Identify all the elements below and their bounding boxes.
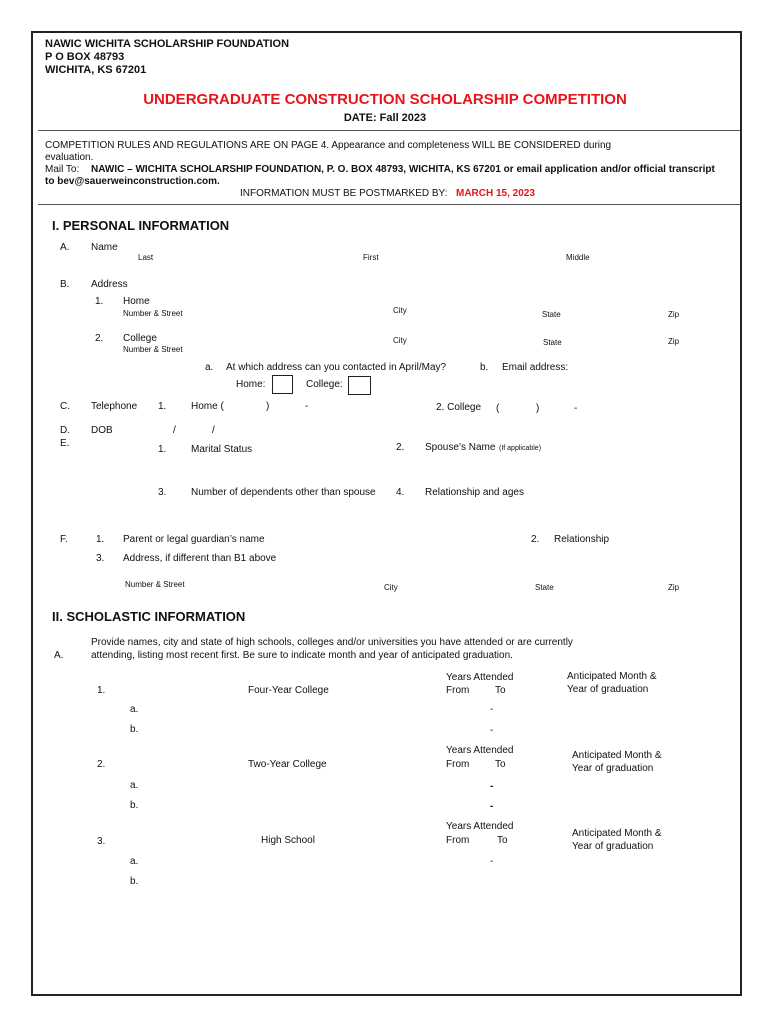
guardian-state-caption: State	[535, 583, 554, 592]
email-letter: b.	[480, 362, 489, 373]
home-city-caption: City	[393, 306, 407, 315]
item-b-letter: B.	[60, 279, 70, 290]
marital-label: Marital Status	[191, 444, 253, 455]
school-2a-name-field[interactable]	[145, 778, 435, 792]
school-2-type: Two-Year College	[248, 759, 327, 770]
college-address-field[interactable]	[165, 331, 720, 345]
guardian-relationship-field[interactable]	[612, 532, 720, 546]
college-phone-paren-close: )	[536, 403, 540, 414]
anticipated-label-2b: Year of graduation	[572, 763, 654, 774]
school-3b-name-field[interactable]	[145, 874, 435, 888]
from-label-1: From	[446, 685, 470, 696]
item-c-letter: C.	[60, 401, 70, 412]
school-3a-name-field[interactable]	[145, 854, 435, 868]
to-label-2: To	[495, 759, 506, 770]
dob-label: DOB	[91, 425, 113, 436]
college-phone-label: 2. College	[436, 402, 482, 413]
form-date: DATE: Fall 2023	[343, 112, 427, 124]
school-1-type: Four-Year College	[248, 685, 329, 696]
personal-info-heading: I. PERSONAL INFORMATION	[52, 218, 230, 233]
email-field[interactable]	[572, 360, 722, 374]
home-address-label: Home	[123, 296, 150, 307]
name-label: Name	[91, 242, 118, 253]
college-phone-dash: -	[574, 403, 578, 414]
relationship-ages-num: 4.	[396, 487, 405, 498]
college-choice-checkbox[interactable]	[348, 376, 371, 395]
school-1a-name-field[interactable]	[145, 702, 435, 716]
school-1b-dash: -	[490, 725, 494, 736]
address-label: Address	[91, 279, 128, 290]
home-phone-num: 1.	[158, 401, 167, 412]
years-attended-label-1: Years Attended	[446, 672, 514, 683]
scholastic-instructions-1: Provide names, city and state of high schools, colleges and/or universities you have attended or are currently	[91, 637, 573, 648]
guardian-address-label: Address, if different than B1 above	[123, 553, 277, 564]
dependents-label: Number of dependents other than spouse	[191, 487, 376, 498]
dependents-num: 3.	[158, 487, 167, 498]
postmark-date: MARCH 15, 2023	[456, 188, 535, 199]
item-e-letter: E.	[60, 438, 70, 449]
college-street-caption: Number & Street	[123, 345, 183, 354]
relationship-ages-field[interactable]	[530, 485, 720, 499]
marital-num: 1.	[158, 444, 167, 455]
college-state-caption: State	[543, 338, 562, 347]
org-name: NAWIC WICHITA SCHOLARSHIP FOUNDATION	[45, 38, 290, 50]
school-2a-dash: -	[490, 781, 494, 792]
home-phone-field[interactable]	[232, 399, 382, 413]
spouse-label: Spouse’s Name	[425, 442, 496, 453]
from-label-3: From	[446, 835, 470, 846]
scholastic-info-heading: II. SCHOLASTIC INFORMATION	[52, 609, 246, 624]
school-1b-name-field[interactable]	[145, 722, 435, 736]
notice-divider	[38, 204, 740, 205]
school-2a-letter: a.	[130, 780, 139, 791]
college-choice-label: College:	[306, 379, 343, 390]
dob-slash-2: /	[212, 425, 215, 436]
rules-text-1: COMPETITION RULES AND REGULATIONS ARE ON PAGE 4. Appearance and completeness WILL BE CONSIDERED during	[45, 140, 612, 151]
anticipated-label-2a: Anticipated Month &	[572, 750, 662, 761]
home-phone-label: Home (	[191, 401, 224, 412]
email-label: Email address:	[502, 362, 569, 373]
school-3a-dash: -	[490, 856, 494, 867]
from-label-2: From	[446, 759, 470, 770]
home-zip-caption: Zip	[668, 310, 680, 319]
guardian-label: Parent or legal guardian’s name	[123, 534, 265, 545]
college-address-label: College	[123, 333, 157, 344]
org-city: WICHITA, KS 67201	[45, 64, 147, 76]
name-field[interactable]	[120, 240, 720, 254]
anticipated-label-3a: Anticipated Month &	[572, 828, 662, 839]
school-2b-letter: b.	[130, 800, 139, 811]
school-1-num: 1.	[97, 685, 106, 696]
form-title: UNDERGRADUATE CONSTRUCTION SCHOLARSHIP COMPETITION	[143, 91, 627, 108]
spouse-num: 2.	[396, 442, 405, 453]
school-3b-letter: b.	[130, 876, 139, 887]
guardian-name-field[interactable]	[270, 532, 520, 546]
home-choice-checkbox[interactable]	[272, 375, 293, 394]
school-1b-letter: b.	[130, 724, 139, 735]
postmark-label: INFORMATION MUST BE POSTMARKED BY:	[240, 188, 448, 199]
college-zip-caption: Zip	[668, 337, 680, 346]
guardian-relationship-label: Relationship	[554, 534, 610, 545]
school-2b-dash: -	[490, 801, 494, 812]
guardian-city-caption: City	[384, 583, 398, 592]
anticipated-label-3b: Year of graduation	[572, 841, 654, 852]
school-1a-letter: a.	[130, 704, 139, 715]
spouse-name-field[interactable]	[550, 442, 720, 456]
contact-question: At which address can you contacted in April/May?	[226, 362, 447, 373]
scholastic-a-letter: A.	[54, 650, 64, 661]
to-label-1: To	[495, 685, 506, 696]
mail-to-label: Mail To:	[45, 164, 80, 175]
college-address-num: 2.	[95, 333, 104, 344]
middle-name-caption: Middle	[566, 253, 590, 262]
marital-status-field[interactable]	[260, 442, 380, 456]
scholastic-instructions-2: attending, listing most recent first. Be sure to indicate month and year of anticipated graduation.	[91, 650, 513, 661]
spouse-note: (If applicable)	[499, 445, 542, 452]
school-2-num: 2.	[97, 759, 106, 770]
home-address-num: 1.	[95, 296, 104, 307]
item-a-letter: A.	[60, 242, 70, 253]
school-1a-dash: -	[490, 704, 494, 715]
relationship-ages-label: Relationship and ages	[425, 487, 524, 498]
guardian-relationship-num: 2.	[531, 534, 540, 545]
years-attended-label-2: Years Attended	[446, 745, 514, 756]
last-name-caption: Last	[138, 253, 154, 262]
mail-to-address: NAWIC – WICHITA SCHOLARSHIP FOUNDATION, P. O. BOX 48793, WICHITA, KS 67201 or email application and/or official transcript	[91, 164, 715, 175]
school-3a-letter: a.	[130, 856, 139, 867]
org-po-box: P O BOX 48793	[45, 51, 125, 63]
rules-text-2: evaluation.	[45, 152, 94, 163]
first-name-caption: First	[363, 253, 379, 262]
guardian-address-num: 3.	[96, 553, 105, 564]
anticipated-label-1a: Anticipated Month &	[567, 671, 657, 682]
item-d-letter: D.	[60, 425, 70, 436]
contact-question-letter: a.	[205, 362, 214, 373]
school-2b-name-field[interactable]	[145, 798, 435, 812]
dob-field[interactable]	[130, 423, 240, 437]
item-f-letter: F.	[60, 534, 68, 545]
school-3-type: High School	[261, 835, 315, 846]
guardian-num: 1.	[96, 534, 105, 545]
college-phone-paren-open: (	[496, 403, 500, 414]
dob-slash-1: /	[173, 425, 176, 436]
home-phone-dash: -	[305, 401, 309, 412]
header-divider	[38, 130, 740, 131]
home-address-field[interactable]	[160, 294, 720, 308]
college-phone-field[interactable]	[500, 400, 650, 414]
school-3-num: 3.	[97, 836, 106, 847]
college-city-caption: City	[393, 336, 407, 345]
telephone-label: Telephone	[91, 401, 138, 412]
guardian-address-field[interactable]	[120, 566, 720, 580]
guardian-street-caption: Number & Street	[125, 580, 185, 589]
mail-to-email: to bev@sauerweinconstruction.com.	[45, 176, 220, 187]
years-attended-label-3: Years Attended	[446, 821, 514, 832]
to-label-3: To	[497, 835, 508, 846]
home-street-caption: Number & Street	[123, 309, 183, 318]
home-choice-label: Home:	[236, 379, 266, 390]
anticipated-label-1b: Year of graduation	[567, 684, 649, 695]
home-state-caption: State	[542, 310, 561, 319]
home-phone-paren: )	[266, 401, 270, 412]
guardian-zip-caption: Zip	[668, 583, 680, 592]
